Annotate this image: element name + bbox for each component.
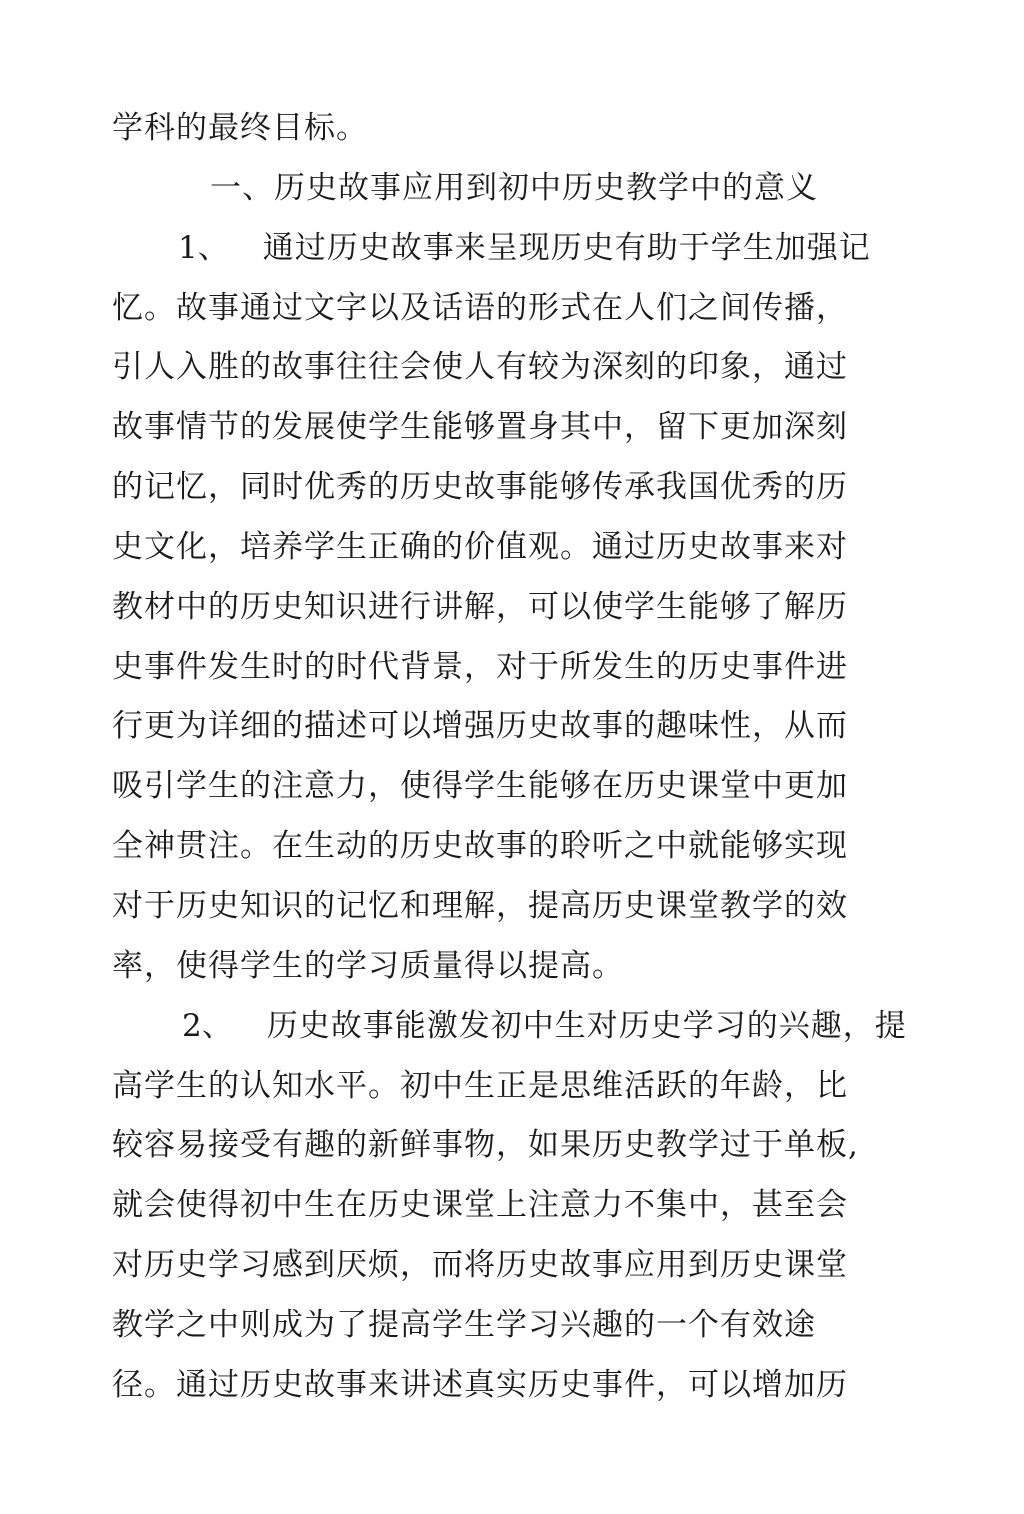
list-item-2 (182, 1006, 907, 1046)
text-line: 行更为详细的描述可以增强历史故事的趣味性，从而 (112, 708, 848, 744)
text-line: 史事件发生时的时代背景，对于所发生的历史事件进 (112, 649, 848, 685)
text-line: 吸引学生的注意力，使得学生能够在历史课堂中更加 (112, 768, 848, 804)
text-line: 对历史学习感到厌烦，而将历史故事应用到历史课堂 (112, 1247, 848, 1283)
section-heading: 一、历史故事应用到初中历史教学中的意义 (210, 170, 818, 206)
text-line: 的记忆，同时优秀的历史故事能够传承我国优秀的历 (112, 469, 848, 505)
text-line: 径。通过历史故事来讲述真实历史事件，可以增加历 (112, 1367, 848, 1403)
text-line: 就会使得初中生在历史课堂上注意力不集中，甚至会 (112, 1187, 848, 1223)
text-line: 引人入胜的故事往往会使人有较为深刻的印象，通过 (112, 349, 848, 385)
text-line: 学科的最终目标。 (112, 110, 368, 146)
list-marker-2: 2、 (182, 1008, 233, 1044)
text-line: 高学生的认知水平。初中生正是思维活跃的年龄，比 (112, 1068, 848, 1104)
list-item-1 (178, 228, 871, 268)
text-line: 故事情节的发展使学生能够置身其中，留下更加深刻 (112, 409, 848, 445)
list-item-2-text: 历史故事能激发初中生对历史学习的兴趣，提 (266, 1008, 907, 1044)
list-marker-1: 1、 (178, 230, 229, 266)
text-line: 对于历史知识的记忆和理解，提高历史课堂教学的效 (112, 888, 848, 924)
text-line: 忆。故事通过文字以及话语的形式在人们之间传播， (112, 290, 848, 326)
text-line: 教学之中则成为了提高学生学习兴趣的一个有效途 (112, 1307, 816, 1343)
list-item-1-text: 通过历史故事来呈现历史有助于学生加强记 (262, 230, 871, 266)
text-line: 教材中的历史知识进行讲解，可以使学生能够了解历 (112, 589, 848, 625)
text-line: 全神贯注。在生动的历史故事的聆听之中就能够实现 (112, 828, 848, 864)
text-line: 史文化，培养学生正确的价值观。通过历史故事来对 (112, 529, 848, 565)
text-line: 率，使得学生的学习质量得以提高。 (112, 948, 624, 984)
text-line: 较容易接受有趣的新鲜事物，如果历史教学过于单板, (112, 1127, 859, 1163)
